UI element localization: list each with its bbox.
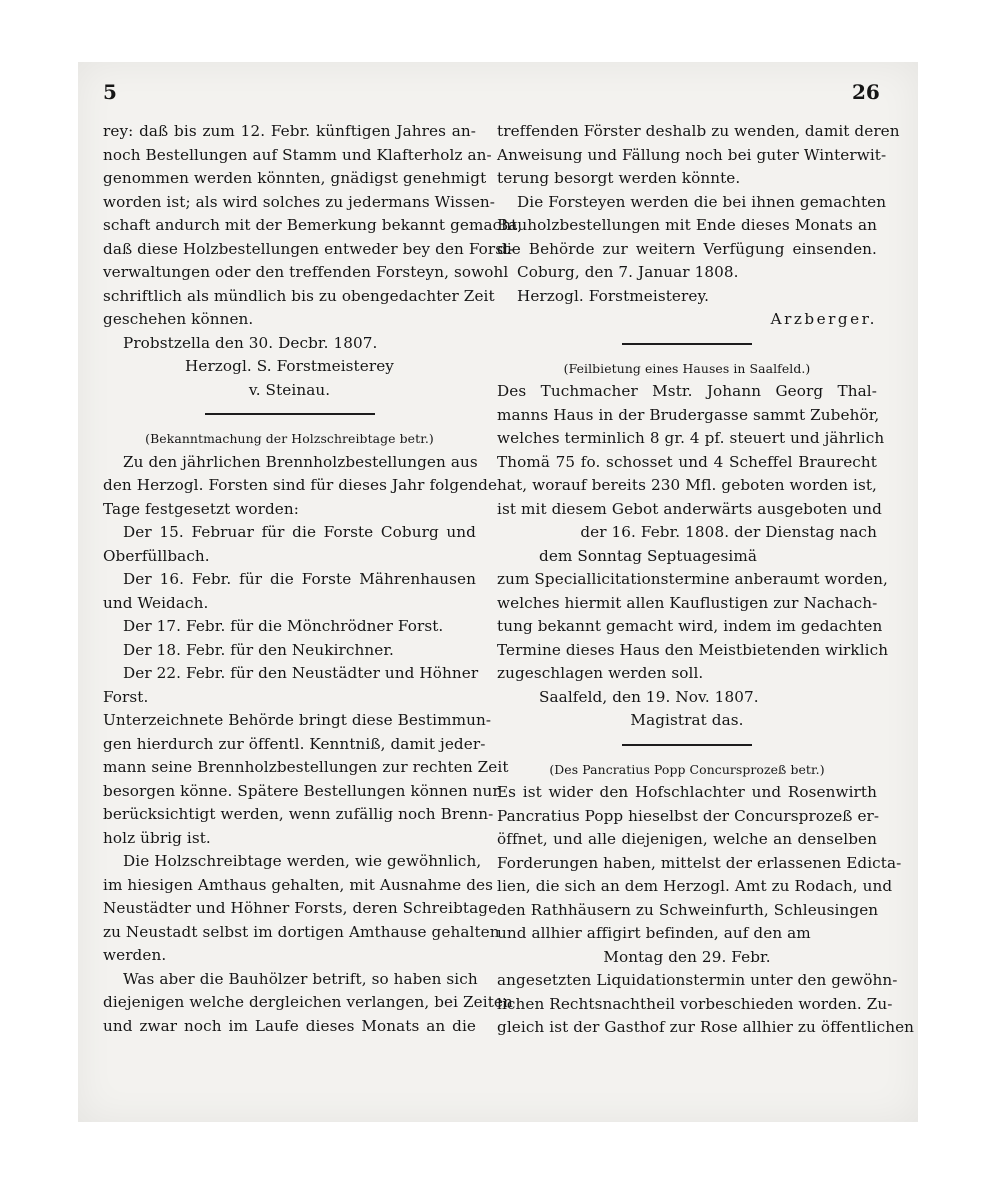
text-line: Tage festgesetzt worden: — [103, 499, 299, 518]
schedule-entry: Der 15. Februar für die Forste Coburg und — [123, 523, 476, 541]
section-divider — [205, 413, 375, 415]
text-line: besorgen könne. Spätere Bestellungen können nur — [103, 781, 500, 800]
text-line: zu Neustadt selbst im dortigen Amthause gehalten — [103, 922, 500, 941]
auction-date: dem Sonntag Septuagesimä — [539, 546, 758, 565]
schedule-entry: Oberfüllbach. — [103, 546, 210, 565]
text-line: Bauholzbestellungen mit Ende dieses Monats an — [497, 216, 877, 234]
issuing-authority: Herzogl. Forstmeisterey. — [517, 286, 710, 305]
text-line: genommen werden könnten, gnädigst genehmigt — [103, 169, 487, 187]
section-divider — [622, 343, 752, 345]
text-line: treffenden Förster deshalb zu wenden, damit deren — [497, 122, 900, 140]
text-line: ist mit diesem Gebot anderwärts ausgeboten und — [497, 499, 882, 518]
schedule-entry: Der 17. Febr. für die Mönchrödner Forst. — [123, 617, 444, 635]
text-line: Forderungen haben, mittelst der erlassenen Edicta- — [497, 853, 902, 872]
text-line: Es ist wider den Hofschlachter und Rosenwirth — [497, 783, 877, 801]
text-line: die Behörde zur weitern Verfügung einsenden. — [497, 239, 877, 258]
notice-heading: (Feilbietung eines Hauses in Saalfeld.) — [563, 360, 811, 376]
text-line: lien, die sich an dem Herzogl. Amt zu Rodach, und — [497, 877, 893, 895]
schedule-entry: Der 22. Febr. für den Neustädter und Höhner — [123, 664, 479, 682]
auction-date: der 16. Febr. 1808. der Dienstag nach — [580, 523, 877, 541]
text-line: rey: daß bis zum 12. Febr. künftigen Jahres an- — [103, 122, 476, 140]
text-line: Neustädter und Höhner Forsts, deren Schreibtage — [103, 899, 498, 917]
text-line: diejenigen welche dergleichen verlangen, bei Zeiten — [103, 993, 513, 1011]
issuing-authority: Herzogl. S. Forstmeisterey — [185, 357, 394, 375]
schedule-entry: und Weidach. — [103, 593, 209, 612]
text-line: und zwar noch im Laufe dieses Monats an die — [103, 1016, 476, 1035]
issuing-authority: Magistrat das. — [630, 711, 744, 729]
text-line: gleich ist der Gasthof zur Rose allhier zu öffentlichen — [497, 1018, 915, 1036]
text-line: Anweisung und Fällung noch bei guter Winterwit- — [497, 145, 887, 164]
text-line: welches terminlich 8 gr. 4 pf. steuert und jährlich — [497, 429, 885, 447]
text-line: berücksichtigt werden, wenn zufällig noch Brenn- — [103, 805, 494, 823]
schedule-entry: Der 18. Febr. für den Neukirchner. — [123, 640, 394, 659]
text-line: geschehen können. — [103, 310, 254, 328]
notice-heading: (Bekanntmachung der Holzschreibtage betr.) — [145, 431, 434, 446]
text-line: mann seine Brennholzbestellungen zur rechten Zeit — [103, 758, 509, 776]
text-line: terung besorgt werden könnte. — [497, 169, 741, 187]
text-line: Termine dieses Haus den Meistbietenden wirklich — [497, 640, 889, 659]
text-line: angesetzten Liquidationstermin unter den gewöhn- — [497, 971, 898, 989]
text-line: welches hiermit allen Kauflustigen zur Nachach- — [497, 593, 878, 612]
text-line: Pancratius Popp hieselbst der Concursprozeß er- — [497, 806, 880, 825]
place-date: Probstzella den 30. Decbr. 1807. — [123, 333, 378, 352]
text-line: Unterzeichnete Behörde bringt diese Bestimmun- — [103, 711, 492, 729]
text-line: schaft andurch mit der Bemerkung bekannt gemacht, — [103, 216, 523, 234]
place-date: Saalfeld, den 19. Nov. 1807. — [539, 687, 759, 706]
text-line: Die Forsteyen werden die bei ihnen gemachten — [517, 192, 887, 211]
text-line: den Rathhäusern zu Schweinfurth, Schleusingen — [497, 900, 879, 919]
signature: v. Steinau. — [248, 380, 331, 399]
left-page-number: 5 — [103, 80, 117, 104]
notice-heading: (Des Pancratius Popp Concursprozeß betr.) — [549, 761, 825, 777]
section-divider — [622, 744, 752, 746]
text-line: im hiesigen Amthaus gehalten, mit Ausnahme des — [103, 875, 493, 894]
text-line: öffnet, und alle diejenigen, welche an denselben — [497, 830, 877, 848]
text-line: werden. — [103, 946, 167, 964]
text-line: Zu den jährlichen Brennholzbestellungen aus — [123, 452, 478, 471]
text-line: Was aber die Bauhölzer betrift, so haben sich — [123, 969, 478, 988]
signature: Arzberger. — [770, 310, 877, 328]
left-column — [103, 120, 523, 1038]
schedule-entry: Der 16. Febr. für die Forste Mährenhausen — [123, 570, 476, 588]
text-line: Die Holzschreibtage werden, wie gewöhnlich, — [123, 852, 482, 870]
text-line: hat, worauf bereits 230 Mfl. geboten worden ist, — [497, 476, 877, 494]
text-line: daß diese Holzbestellungen entweder bey den Forst- — [103, 239, 515, 258]
text-line: tung bekannt gemacht wird, indem im gedachten — [497, 617, 883, 635]
text-line: zum Speciallicitationstermine anberaumt worden, — [497, 570, 888, 588]
right-column — [497, 120, 915, 1040]
text-line: den Herzogl. Forsten sind für dieses Jahr folgende — [103, 476, 498, 494]
text-line: manns Haus in der Brudergasse sammt Zubehör, — [497, 405, 880, 424]
text-line: gen hierdurch zur öffentl. Kenntniß, damit jeder- — [103, 734, 486, 753]
text-line: Thomä 75 fo. schosset und 4 Scheffel Braurecht — [497, 452, 877, 471]
liquidation-date: Montag den 29. Febr. — [603, 947, 771, 966]
text-line: worden ist; als wird solches zu jedermans Wissen- — [103, 192, 496, 211]
text-line: holz übrig ist. — [103, 828, 211, 847]
text-line: zugeschlagen werden soll. — [497, 664, 704, 682]
text-line: verwaltungen oder den treffenden Forsteyn, sowohl — [103, 263, 509, 281]
text-line: lichen Rechtsnachtheil vorbeschieden worden. Zu- — [497, 994, 893, 1013]
text-line: Des Tuchmacher Mstr. Johann Georg Thal- — [497, 382, 877, 400]
schedule-entry: Forst. — [103, 687, 149, 706]
text-line: schriftlich als mündlich bis zu obengedachter Zeit — [103, 286, 495, 305]
place-date: Coburg, den 7. Januar 1808. — [517, 263, 739, 281]
text-line: noch Bestellungen auf Stamm und Klafterholz an- — [103, 145, 492, 164]
right-page-number: 26 — [852, 80, 880, 104]
text-line: und allhier affigirt befinden, auf den am — [497, 924, 811, 942]
